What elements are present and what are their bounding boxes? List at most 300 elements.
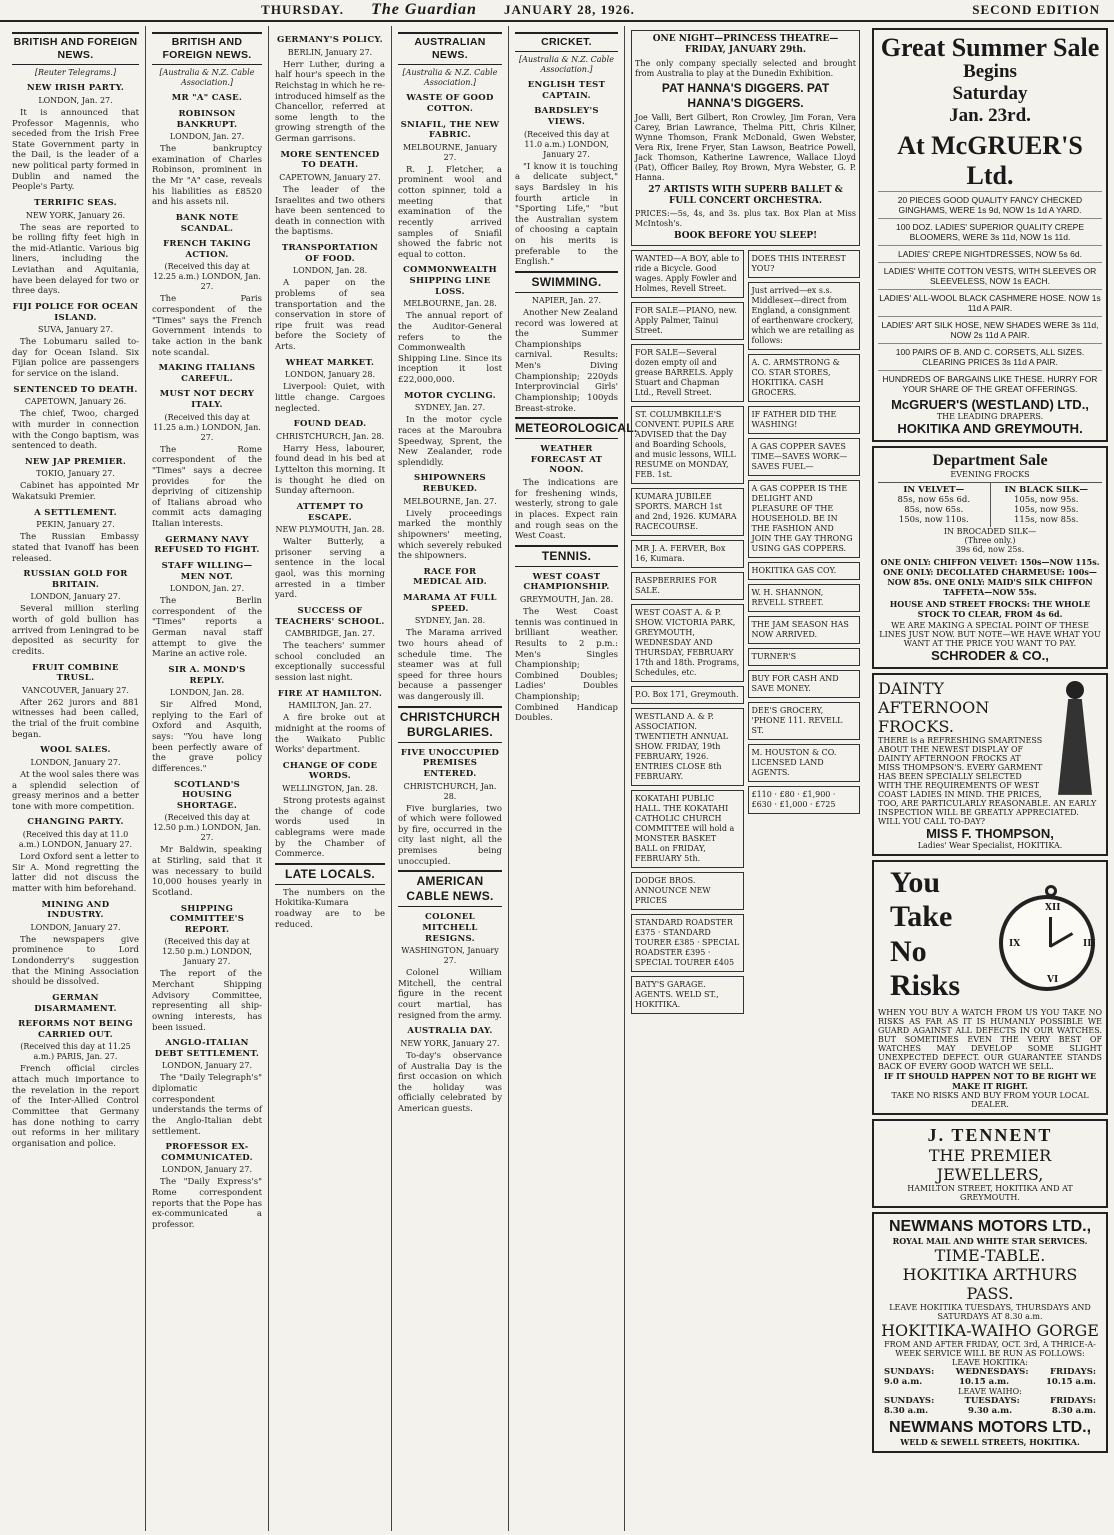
story-headline: SHIPOWNERS REBUKED. xyxy=(414,473,486,494)
story-headline: SCOTLAND'S HOUSING SHORTAGE. xyxy=(173,779,241,811)
ad-entry: DOES THIS INTEREST YOU? xyxy=(748,250,861,278)
dainty-text: THERE is a REFRESHING SMARTNESS ABOUT THE NEWEST DISPLAY OF DAINTY AFTERNOON FROCKS AT MISS THOMPSON'S. EVERY GARMENT HAS BEEN SPECIALLY SELECTED WITH THE REQUIREMENTS OF WEST COAST LADIES IN MIND. THE PRICES, TOO, ARE PARTICULARLY REASONABLE. AN EARLY INSPECTION WILL BE GREATLY APPRECIATED. xyxy=(878,735,1097,817)
story-dateline: LONDON, January 27. xyxy=(161,1165,253,1175)
motors-days-2 xyxy=(878,1396,1102,1406)
theatre-footer: BOOK BEFORE YOU SLEEP! xyxy=(673,231,818,241)
story-headline: REFORMS NOT BEING CARRIED OUT. xyxy=(18,1019,133,1040)
story-dateline: (Received this day at 12.50 p.m.) LONDON, Jan. 27. xyxy=(153,813,261,843)
story-headline: WOOL SALES. xyxy=(40,745,111,756)
department-sale-ad xyxy=(872,446,1108,669)
dept-velvet xyxy=(878,483,991,527)
ad-entry: HOKITIKA GAS COY. xyxy=(748,562,861,580)
section-source: [Australia & N.Z. Cable Association.] xyxy=(159,68,255,88)
dept-sub: EVENING FROCKS xyxy=(950,469,1030,479)
story-headline: CHANGE OF CODE WORDS. xyxy=(282,760,378,782)
dept-brocaded: IN BROCADED SILK— xyxy=(943,526,1037,536)
span-entry: 9.0 a.m. xyxy=(884,1376,923,1387)
story-dateline: GREYMOUTH, Jan. 28. xyxy=(519,595,614,604)
ad-entry: TURNER'S xyxy=(748,648,861,666)
classifieds-left xyxy=(631,250,744,1018)
ad-entry: BUY FOR CASH AND SAVE MONEY. xyxy=(748,670,861,698)
story-body: Walter Butterly, a prisoner serving a sentence in the local gaol, was this morning arrested in a timber yard. xyxy=(275,537,385,601)
story-headline: ROBINSON BANKRUPT. xyxy=(176,108,238,130)
story-headline: BANK NOTE SCANDAL. xyxy=(175,212,239,234)
ad-entry: STANDARD ROADSTER £375 · STANDARD TOURER £385 · SPECIAL ROADSTER £395 · SPECIAL TOURER £405 xyxy=(631,914,744,972)
ad-entry: KOKATAHI PUBLIC HALL. THE KOKATAHI CATHOLIC CHURCH COMMITTEE will hold a MONSTER BASKET BALL on FRIDAY, FEBRUARY 5th. xyxy=(631,790,744,868)
story-body: R. J. Fletcher, a prominent wool and cotton spinner, told a meeting that examination of the recently arrived samples of Sniafil showed the fabric not equal to cotton. xyxy=(398,164,502,260)
jewellers-name: J. TENNENT xyxy=(927,1124,1053,1145)
column-british-foreign xyxy=(6,26,146,1531)
story-headline: PROFESSOR EX-COMMUNICATED. xyxy=(161,1142,253,1163)
story-body: Strong protests against the change of code words used in cablegrams were made by the Chamber of Commerce. xyxy=(275,796,385,860)
story-headline: SIR A. MOND'S REPLY. xyxy=(168,664,246,686)
story-headline: RACE FOR MEDICAL AID. xyxy=(413,566,487,588)
ad-entry: FOR SALE—PIANO, new. Apply Palmer, Tainui Street. xyxy=(631,302,744,340)
story-headline: FOUND DEAD. xyxy=(293,419,367,430)
section-source: [Australia & N.Z. Cable Association.] xyxy=(519,55,614,75)
column-general xyxy=(269,26,392,1531)
motors-tag: ROYAL MAIL AND WHITE STAR SERVICES. xyxy=(892,1235,1088,1246)
story-headline: AMERICAN CABLE NEWS. xyxy=(398,870,502,907)
story-headline: METEOROLOGICAL. xyxy=(515,417,618,439)
theatre-cast: Joe Valli, Bert Gilbert, Ron Crowley, Jim Foran, Vera Carey, Brian Lawrance, Thelma Pitt, Chris Kilner, Wynne Thomson, Frank McDonald, Gwen Webster, Vera Rix, Irene Fryer, Stan Lawson, Beatrice Powell, Jack Thomson, Katherine Lawrence, Wallace Lloyd (Pat), Officer Bailey, Roy Brown, Myra Webster, G. P. Hanna. xyxy=(635,112,856,182)
story-body: A fire broke out at midnight at the rooms of the Waikato Public Works' department. xyxy=(275,713,385,756)
story-body: Harry Hess, labourer, found dead in his bed at Lyttelton this morning. It is thought he died on Sunday afternoon. xyxy=(275,443,385,497)
story-headline: SNIAFIL, THE NEW FABRIC. xyxy=(400,119,500,141)
story-headline: MOTOR CYCLING. xyxy=(404,390,496,401)
dainty-tag: Ladies' Wear Specialist, HOKITIKA. xyxy=(917,840,1063,850)
story-headline: FIJI POLICE FOR OCEAN ISLAND. xyxy=(12,301,139,323)
story-dateline: LONDON, Jan. 27. xyxy=(169,584,245,594)
illustration-head xyxy=(1066,681,1084,699)
dainty-title: DAINTY AFTERNOON FROCKS. xyxy=(878,678,990,736)
ad-entry: DEE'S GROCERY, 'PHONE 111. REVELL ST. xyxy=(748,702,861,740)
dept-one-only: ONE ONLY: CHIFFON VELVET: 150s—NOW 115s. ONE ONLY: DECOLLATED CHARMEUSE: 100s—NOW 85s. ONE ONLY: MAID'S SILK CHIFFON TAFFETA—NOW 55s. xyxy=(880,556,1100,597)
jewellers-tag: THE PREMIER JEWELLERS, xyxy=(928,1145,1052,1184)
sale-shop: At McGRUER'S Ltd. xyxy=(897,130,1083,190)
story-body: A paper on the problems of sea transportation and the conservation in store of ripe fruit was read before the Society of Arts. xyxy=(275,278,385,352)
dept-title: Department Sale xyxy=(932,451,1048,469)
jewellers-ad xyxy=(872,1119,1108,1208)
risk-entry: You xyxy=(890,865,941,899)
story-headline: FRUIT COMBINE TRUSL. xyxy=(32,662,119,684)
story-dateline: CHRISTCHURCH, Jan. 28. xyxy=(275,431,385,441)
story-dateline: LONDON, January 27. xyxy=(30,922,121,932)
no-risks-ad xyxy=(872,860,1108,1115)
masthead-day: THURSDAY. xyxy=(261,2,344,17)
story-headline: ENGLISH TEST CAPTAIN. xyxy=(527,80,606,101)
watch-stem xyxy=(1045,885,1057,897)
theatre-head: ONE NIGHT—PRINCESS THEATRE—FRIDAY, JANUARY 29th. xyxy=(652,34,839,56)
story-headline: GERMAN DISARMAMENT. xyxy=(34,992,117,1014)
story-headline: TERRIFIC SEAS. xyxy=(34,197,117,208)
story-headline: A SETTLEMENT. xyxy=(34,507,117,518)
risks-header xyxy=(878,866,1102,1004)
theatre-title: PAT HANNA'S DIGGERS. PAT HANNA'S DIGGERS. xyxy=(661,80,830,110)
motors-leave-waiho: LEAVE WAIHO: xyxy=(958,1386,1022,1396)
ad-entry: FOR SALE—Several dozen empty oil and grease BARRELS. Apply Stuart and Chapman Ltd., Revell Street. xyxy=(631,344,744,402)
sale-entry: LADIES' CREPE NIGHTDRESSES, NOW 5s 6d. xyxy=(878,245,1102,262)
story-body: The "Daily Telegraph's" diplomatic correspondent understands the terms of the Anglo-Italian debt settlement. xyxy=(152,1073,262,1137)
watch-numeral-6: VI xyxy=(1047,974,1059,985)
story-dateline: PEKIN, January 27. xyxy=(36,520,115,530)
span-entry: 9.30 a.m. xyxy=(967,1405,1013,1416)
motors-route2-text: FROM AND AFTER FRIDAY, OCT. 3rd, A THRICE-A-WEEK SERVICE WILL BE RUN AS FOLLOWS: xyxy=(884,1339,1096,1358)
motors-route2: HOKITIKA-WAIHO GORGE xyxy=(881,1320,1099,1340)
sale-day: Saturday xyxy=(952,83,1028,105)
story-dateline: CHRISTCHURCH, Jan. 28. xyxy=(403,781,497,801)
masthead-edition: SECOND EDITION xyxy=(972,2,1100,17)
section-heading: BRITISH AND FOREIGN NEWS. xyxy=(152,32,262,65)
story-headline: FIRE AT HAMILTON. xyxy=(277,688,383,699)
story-dateline: CAMBRIDGE, Jan. 27. xyxy=(285,629,375,639)
story-body: The Rome correspondent of the "Times" says a decree provides for the depriving of citizenship of Italians abroad who commit acts damaging Italian interests. xyxy=(152,444,262,529)
story-dateline: NEW PLYMOUTH, Jan. 28. xyxy=(275,525,385,535)
story-headline: NEW IRISH PARTY. xyxy=(26,83,125,94)
dept-silk-prices xyxy=(993,495,1101,525)
sale-entry: HUNDREDS OF BARGAINS LIKE THESE. HURRY FOR YOUR SHARE OF THE GREAT OFFERINGS. xyxy=(878,370,1102,397)
story-dateline: LONDON, Jan. 27. xyxy=(38,95,113,105)
span-entry: 10.15 a.m. xyxy=(959,1376,1010,1387)
story-headline: SUCCESS OF TEACHERS' SCHOOL. xyxy=(275,605,385,627)
story-body: At the wool sales there was a splendid selection of greasy merinos and a better tone with more competition. xyxy=(12,769,139,812)
watch-icon xyxy=(999,895,1095,991)
motors-leave-hokitika: LEAVE HOKITIKA: xyxy=(952,1357,1028,1367)
line-entry: 85s, now 65s. xyxy=(904,504,964,515)
jewellers-addr: HAMILTON STREET, HOKITIKA AND AT GREYMOUTH. xyxy=(907,1183,1073,1202)
line-entry: 105s, now 95s. xyxy=(1014,494,1079,505)
column-australian xyxy=(392,26,509,1531)
story-headline: ATTEMPT TO ESCAPE. xyxy=(296,501,364,523)
story-headline: WEST COAST CHAMPIONSHIP. xyxy=(523,571,610,593)
story-list xyxy=(515,80,638,724)
illustration-dress xyxy=(1058,699,1092,795)
story-dateline: TOKIO, January 27. xyxy=(36,469,115,479)
classified-columns xyxy=(631,250,860,1018)
story-dateline: MELBOURNE, Jan. 27. xyxy=(403,496,497,506)
story-dateline: MELBOURNE, Jan. 28. xyxy=(403,299,497,309)
story-headline: SENTENCED TO DEATH. xyxy=(13,384,138,395)
story-headline: SWIMMING. xyxy=(515,271,618,293)
section-heading: BRITISH AND FOREIGN NEWS. xyxy=(12,32,139,65)
story-dateline: LONDON, January 28. xyxy=(284,370,376,380)
ad-entry: A GAS COPPER IS THE DELIGHT AND PLEASURE OF THE HOUSEHOLD. BE IN THE FASHION AND JOIN THE GAY THRONG USING GAS COPPERS. xyxy=(748,480,861,558)
motors-footer2: WELD & SEWELL STREETS, HOKITIKA. xyxy=(900,1436,1080,1447)
dept-brocaded-price: 39s 6d, now 25s. xyxy=(955,544,1025,554)
dept-velvet-prices xyxy=(880,495,988,525)
story-list xyxy=(398,93,502,1114)
watch-numeral-12: XII xyxy=(1045,902,1061,913)
masthead-date: JANUARY 28, 1926. xyxy=(504,2,635,17)
story-body: Lively proceedings marked the monthly shipowners' meeting, which severely rebuked the shipowners. xyxy=(398,508,502,562)
story-headline: SHIPPING COMMITTEE'S REPORT. xyxy=(169,903,245,935)
story-headline: MR "A" CASE. xyxy=(171,93,243,104)
story-headline: CHANGING PARTY. xyxy=(27,817,124,828)
span-entry: WEDNESDAYS: xyxy=(955,1366,1029,1377)
story-body: The indications are for freshening winds, westerly, strong to gale in places. Expect rain and rough seas on the West Coast. xyxy=(515,478,618,542)
motors-times-1 xyxy=(878,1377,1102,1387)
ad-entry: W. H. SHANNON, REVELL STREET. xyxy=(748,584,861,612)
motors-times-2 xyxy=(878,1406,1102,1416)
risks-text: WHEN YOU BUY A WATCH FROM US YOU TAKE NO RISKS AS FAR AS IT IS HUMANLY POSSIBLE WE GUARD AGAINST ALL DEFECTS IN OUR WATCHES. BUT SOMETIMES EVEN THE VERY BEST OF WATCHES MAY DEVELOP SOME SLIGHT UNEXPECTED DEFECT. OUR GUARANTEE STANDS BACK OF EVERY GOOD WATCH WE SELL. xyxy=(878,1007,1102,1071)
story-dateline: (Received this day at 11.25 a.m.) LONDON, Jan. 27. xyxy=(153,412,261,442)
span-entry: SUNDAYS: xyxy=(884,1366,935,1377)
story-headline: ANGLO-ITALIAN DEBT SETTLEMENT. xyxy=(154,1038,260,1059)
theatre-sub: The only company specially selected and brought from Australia to play at the Dunedin Exhibition. xyxy=(635,58,856,78)
story-headline: WEATHER FORECAST AT NOON. xyxy=(530,444,603,476)
story-body: The report of the Merchant Shipping Advisory Committee, representing all ship-owning interests, has been issued. xyxy=(152,969,262,1033)
story-headline: STAFF WILLING—MEN NOT. xyxy=(161,560,253,582)
story-headline: MARAMA AT FULL SPEED. xyxy=(403,593,497,614)
watch-minute-hand xyxy=(1049,932,1073,948)
dept-silk xyxy=(991,483,1103,527)
story-dateline: VANCOUVER, January 27. xyxy=(22,685,129,695)
story-body: Sir Alfred Mond, replying to the Earl of Oxford and Asquith, says: "You have long been perfectly aware of the grave policy differences." xyxy=(152,700,262,774)
section-heading: AUSTRALIAN NEWS. xyxy=(398,32,502,65)
span-entry: 10.15 a.m. xyxy=(1045,1376,1096,1387)
news-columns xyxy=(6,26,866,1531)
ad-entry: IF FATHER DID THE WASHING! xyxy=(748,406,861,434)
ad-entry: P.O. Box 171, Greymouth. xyxy=(631,686,744,704)
story-headline: TRANSPORTATION OF FOOD. xyxy=(281,243,379,264)
story-dateline: (Received this day at 12.50 p.m.) LONDON, January 27. xyxy=(162,937,252,967)
sale-tag: THE LEADING DRAPERS. xyxy=(936,411,1044,421)
column-advertisements xyxy=(625,26,866,1531)
story-headline: MUST NOT DECRY ITALY. xyxy=(159,389,255,410)
span-entry: SUNDAYS: xyxy=(884,1395,935,1406)
woman-illustration xyxy=(1048,679,1102,799)
risk-entry: Take xyxy=(890,900,953,934)
ad-entry: MR J. A. FERVER, Box 16, Kumara. xyxy=(631,540,744,568)
story-list xyxy=(152,93,262,1230)
story-dateline: HAMILTON, Jan. 27. xyxy=(288,701,372,711)
ad-entry: Just arrived—ex s.s. Middlesex—direct from England, a consignment of earthenware crockery, which we are retailing as follows: xyxy=(748,282,861,350)
story-dateline: (Received this day at 11.0 a.m.) LONDON, January 27. xyxy=(523,129,610,159)
dept-house: HOUSE AND STREET FROCKS: THE WHOLE STOCK TO CLEAR, FROM 4s 6d. xyxy=(889,598,1091,619)
story-body: The Marama arrived two hours ahead of schedule time. The steamer was at full speed for three hours because a passenger was dangerously ill. xyxy=(398,628,502,702)
story-body: The chief, Twoo, charged with murder in connection with the Congo baptism, was sentenced to death. xyxy=(12,409,139,452)
motors-timetable: TIME-TABLE. xyxy=(934,1245,1046,1265)
theatre-ad xyxy=(631,30,860,246)
line-entry: 150s, now 110s. xyxy=(898,514,969,525)
story-dateline: CAPETOWN, January 27. xyxy=(279,172,381,182)
story-dateline: NEW YORK, January 26. xyxy=(25,210,126,220)
story-dateline: LONDON, Jan. 27. xyxy=(169,132,245,142)
dept-special: WE ARE MAKING A SPECIAL POINT OF THESE LINES JUST NOW. BUT NOTE—WE HAVE WHAT YOU WANT AT THE PRICE YOU WANT TO PAY. xyxy=(879,620,1101,648)
story-headline: COLONEL MITCHELL RESIGNS. xyxy=(422,912,478,944)
story-body: Five burglaries, two of which were followed by fire, occurred in the city last night, all the premises being unoccupied. xyxy=(398,803,502,867)
span-entry: 8.30 a.m. xyxy=(1051,1405,1096,1416)
story-body: The leader of the Israelites and two others have been sentenced to death in connection with the baptisms. xyxy=(275,184,385,238)
story-body: The Lobumaru sailed to-day for Ocean Island. Six Fijian police are passengers for service on the island. xyxy=(12,337,139,379)
story-headline: MAKING ITALIANS CAREFUL. xyxy=(158,363,256,384)
line-entry: 115s, now 85s. xyxy=(1014,514,1079,525)
story-body: The West Coast tennis was continued in brilliant weather. Results to 2 p.m.: Men's Singles Championship; Combined Doubles; Ladies' Doubles Championship; Combined Handicap Doubles. xyxy=(515,607,618,724)
story-headline: FRENCH TAKING ACTION. xyxy=(163,239,251,260)
story-body: The Berlin correspondent of the "Times" reports a German naval staff attempt to give the Marine an active role. xyxy=(152,596,262,660)
story-body: After 262 jurors and 881 witnesses had been called, the trial of the fruit combine began. xyxy=(12,697,139,740)
story-headline: TENNIS. xyxy=(515,545,618,567)
story-body: The "Daily Express's" Rome correspondent reports that the Pope has ex-communicated a professor. xyxy=(152,1177,262,1230)
story-headline: FIVE UNOCCUPIED PREMISES ENTERED. xyxy=(400,747,500,779)
ad-entry: RASPBERRIES FOR SALE. xyxy=(631,572,744,600)
story-body: The seas are reported to be rolling fifty feet high in the mid-Atlantic. Various big liners, including the Leviathan and Aquitania, have been delayed for two or three days. xyxy=(12,222,139,297)
sale-entry: 100 DOZ. LADIES' SUPERIOR QUALITY CREPE BLOOMERS, WERE 3s 11d, NOW 1s 11d. xyxy=(878,218,1102,245)
ad-entry: A GAS COPPER SAVES TIME—SAVES WORK—SAVES FUEL— xyxy=(748,438,861,476)
story-body: French official circles attach much importance to the revelation in the report of the Inter-Allied Control Committee that Germany has done nothing to carry out reforms in her military organisation and police. xyxy=(12,1064,139,1149)
motors-footer: NEWMANS MOTORS LTD., xyxy=(888,1418,1092,1436)
line-entry: 105s, now 95s. xyxy=(1014,504,1079,515)
story-list xyxy=(12,83,139,1149)
story-headline: LATE LOCALS. xyxy=(275,863,385,885)
story-body: Lord Oxford sent a letter to Sir A. Mond regretting the latter did not discuss the matter with him beforehand. xyxy=(12,852,139,894)
story-dateline: LONDON, January 27. xyxy=(30,757,121,767)
story-body: "I know it is touching a delicate subject," says Bardsley in his fourth article in "Sporting Life," "but the Australian system of choosing a captain on his merits is preferable to the English." xyxy=(515,161,618,268)
theatre-prices: PRICES:—5s, 4s, and 3s. plus tax. Box Plan at Miss McIntosh's. xyxy=(635,209,856,228)
sale-items xyxy=(878,191,1102,397)
story-body: Another New Zealand record was lowered at the Summer Championships carnival. Results: Men's Diving Championship; 220yds Interprovincial Girls' Championship; 100yds Breast-stroke. xyxy=(515,307,618,414)
section-source: [Reuter Telegrams.] xyxy=(34,68,117,78)
story-dateline: WASHINGTON, January 27. xyxy=(401,946,499,966)
story-headline: NEW JAP PREMIER. xyxy=(24,456,127,467)
story-dateline: BERLIN, January 27. xyxy=(287,47,373,57)
ad-entry: WEST COAST A. & P. SHOW. VICTORIA PARK, GREYMOUTH, WEDNESDAY AND THURSDAY, FEBRUARY 17th and 18th. Programs, Schedules, etc. xyxy=(631,604,744,682)
watch-numeral-9: IX xyxy=(1009,938,1021,949)
story-body: Herr Luther, during a half hour's speech in the Reichstag in which he re-introduced himself as the Chancellor, referred at some length to the growing strength of the German garrisons. xyxy=(275,59,385,144)
story-headline: MORE SENTENCED TO DEATH. xyxy=(280,149,380,171)
ad-entry: DODGE BROS. ANNOUNCE NEW PRICES xyxy=(631,872,744,910)
watch-illustration xyxy=(992,879,1102,991)
column-british-foreign-2 xyxy=(146,26,269,1531)
story-dateline: LONDON, Jan. 28. xyxy=(169,688,245,698)
motors-route1-text: LEAVE HOKITIKA TUESDAYS, THURSDAYS AND SATURDAYS AT 8.30 a.m. xyxy=(889,1302,1091,1321)
story-body: The annual report of the Auditor-General refers to the Commonwealth Shipping Line. Since its inception it lost £22,000,000. xyxy=(398,311,502,385)
dainty-call: WILL YOU CALL TO-DAY? xyxy=(878,816,986,826)
story-dateline: NAPIER, Jan. 27. xyxy=(531,295,602,305)
story-body: In the motor cycle races at the Maroubra Speedway, Sprent, the New Zealander, rode splendidly. xyxy=(398,415,502,468)
risk-entry: No xyxy=(890,934,927,968)
story-headline: WASTE OF GOOD COTTON. xyxy=(406,93,494,114)
story-dateline: (Received this day at 11.0 a.m.) LONDON, January 27. xyxy=(18,830,133,849)
ad-entry: KUMARA JUBILEE SPORTS. MARCH 1st and 2nd, 1926. KUMARA RACECOURSE. xyxy=(631,488,744,536)
masthead-title: The Guardian xyxy=(371,1,477,18)
sale-entry: LADIES' ART SILK HOSE, NEW SHADES WERE 3s 11d, NOW 2s 11d A PAIR. xyxy=(878,316,1102,343)
ad-entry: £110 · £80 · £1,900 · £630 · £1,000 · £725 xyxy=(748,786,861,814)
section-heading: CRICKET. xyxy=(515,32,618,52)
story-body: It is announced that Professor Magennis, who seceded from the Irish Free State Government party in the Dail, is the leader of a new political party formed in Dublin and named the People's Party. xyxy=(12,107,139,193)
motors-name: NEWMANS MOTORS LTD., xyxy=(888,1217,1092,1235)
story-body: Several million sterling worth of gold bullion has arrived from Leningrad to be deposited as security for credits. xyxy=(12,604,139,657)
sale-entry: 100 PAIRS OF B. AND C. CORSETS, ALL SIZES. CLEARING PRICES 3s 11d A PAIR. xyxy=(878,343,1102,370)
span-entry: FRIDAYS: xyxy=(1050,1395,1096,1406)
sale-date: Jan. 23rd. xyxy=(949,104,1031,126)
story-body: The newspapers give prominence to Lord Londonderry's suggestion that the Mining Association should be dissolved. xyxy=(12,934,139,988)
risks-dealer: TAKE NO RISKS AND BUY FROM YOUR LOCAL DEALER. xyxy=(891,1090,1089,1109)
dept-price-grid xyxy=(878,482,1102,527)
story-dateline: NEW YORK, January 27. xyxy=(400,1038,500,1048)
story-body: Liverpool: Quiet, with little change. Cargoes neglected. xyxy=(275,382,385,414)
column-cricket xyxy=(509,26,638,1531)
dept-firm: SCHRODER & CO., xyxy=(931,647,1049,663)
story-dateline: LONDON, Jan. 28. xyxy=(292,266,368,276)
sale-begins: Begins xyxy=(963,61,1017,83)
masthead xyxy=(0,0,1114,22)
story-dateline: (Received this day at 12.25 a.m.) LONDON, Jan. 27. xyxy=(153,262,261,292)
span-entry: 8.30 a.m. xyxy=(884,1405,929,1416)
sale-towns: HOKITIKA AND GREYMOUTH. xyxy=(897,420,1083,436)
sale-entry: LADIES' ALL-WOOL BLACK CASHMERE HOSE. NOW 1s 11d A PAIR. xyxy=(878,289,1102,316)
story-body: The teachers' summer school concluded an exceptionally successful session last night. xyxy=(275,641,385,683)
story-headline: BARDSLEY'S VIEWS. xyxy=(534,106,599,127)
story-dateline: (Received this day at 11.25 a.m.) PARIS, Jan. 27. xyxy=(20,1042,131,1062)
story-headline: CHRISTCHURCH BURGLARIES. xyxy=(398,706,502,743)
story-headline: GERMANY'S POLICY. xyxy=(277,35,383,45)
story-headline: WHEAT MARKET. xyxy=(285,357,375,368)
story-headline: RUSSIAN GOLD FOR BRITAIN. xyxy=(23,569,128,590)
story-dateline: LONDON, January 27. xyxy=(161,1061,253,1071)
story-dateline: SUVA, January 27. xyxy=(38,325,113,335)
theatre-artists: 27 ARTISTS WITH SUPERB BALLET & FULL CONCERT ORCHESTRA. xyxy=(648,184,843,206)
story-dateline: CAPETOWN, January 26. xyxy=(24,397,127,407)
line-entry: 85s, now 65s 6d. xyxy=(897,494,971,505)
story-dateline: SYDNEY, Jan. 27. xyxy=(414,403,486,413)
ad-entry: ST. COLUMBKILLE'S CONVENT. PUPILS ARE ADVISED that the Day and Boarding Schools, and music lessons, WILL RESUME on MONDAY, FEB. 1st. xyxy=(631,406,744,484)
span-entry: TUESDAYS: xyxy=(964,1395,1020,1406)
ad-entry: M. HOUSTON & CO. LICENSED LAND AGENTS. xyxy=(748,744,861,782)
story-list xyxy=(275,35,385,930)
story-body: Colonel William Mitchell, the central figure in the recent court martial, has resigned from the army. xyxy=(398,968,502,1021)
story-body: The Paris correspondent of the "Times" says the French Government intends to take action in the bank note scandal. xyxy=(152,294,262,358)
ad-entry: WANTED—A BOY, able to ride a Bicycle. Good wages. Apply Fowler and Holmes, Revell Street. xyxy=(631,250,744,298)
span-entry: FRIDAYS: xyxy=(1050,1366,1096,1377)
sale-entry: LADIES' WHITE COTTON VESTS, WITH SLEEVES OR SLEEVELESS, NOW 1s EACH. xyxy=(878,262,1102,289)
watch-numeral-3: III xyxy=(1083,938,1096,949)
story-headline: COMMONWEALTH SHIPPING LINE LOSS. xyxy=(402,265,498,297)
ad-entry: THE JAM SEASON HAS NOW ARRIVED. xyxy=(748,616,861,644)
story-body: The Russian Embassy stated that Ivanoff has been released. xyxy=(12,532,139,564)
dept-brocaded-note: (Three only.) xyxy=(964,535,1016,545)
story-body: The numbers on the Hokitika-Kumara roadway are to be reduced. xyxy=(275,887,385,930)
story-dateline: MELBOURNE, January 27. xyxy=(402,142,497,162)
summer-sale-ad xyxy=(872,28,1108,442)
risks-words xyxy=(878,866,992,1004)
newmans-motors-ad xyxy=(872,1212,1108,1453)
story-headline: MINING AND INDUSTRY. xyxy=(41,899,110,921)
dept-silk-label: IN BLACK SILK— xyxy=(1004,484,1089,495)
sale-firm: McGRUER'S (WESTLAND) LTD., xyxy=(891,396,1089,412)
dainty-firm: MISS F. THOMPSON, xyxy=(926,825,1054,841)
risks-guarantee: IF IT SHOULD HAPPEN NOT TO BE RIGHT WE MAKE IT RIGHT. xyxy=(883,1070,1097,1091)
section-source: [Australia & N.Z. Cable Association.] xyxy=(402,68,498,88)
ad-entry: BATY'S GARAGE. AGENTS. WELD ST., HOKITIKA. xyxy=(631,976,744,1014)
story-body: Mr Baldwin, speaking at Stirling, said that it was necessary to build 10,000 houses yearly in Scotland. xyxy=(152,845,262,898)
dainty-frocks-ad xyxy=(872,673,1108,856)
ad-entry: A. C. ARMSTRONG & CO. STAR STORES, HOKITIKA. CASH GROCERS. xyxy=(748,354,861,402)
dept-velvet-label: IN VELVET— xyxy=(903,484,965,495)
story-dateline: LONDON, January 27. xyxy=(30,592,121,602)
story-dateline: WELLINGTON, Jan. 28. xyxy=(282,784,378,793)
right-column-ads xyxy=(870,26,1110,1531)
risk-entry: Risks xyxy=(890,969,961,1003)
story-dateline: SYDNEY, Jan. 28. xyxy=(414,616,486,626)
sale-entry: 20 PIECES GOOD QUALITY FANCY CHECKED GINGHAMS, WERE 1s 9d, NOW 1s 1d A YARD. xyxy=(878,191,1102,218)
ad-entry: WESTLAND A. & P. ASSOCIATION. TWENTIETH ANNUAL SHOW. FRIDAY, 19th FEBRUARY, 1926. ENTRIES CLOSE 8th FEBRUARY. xyxy=(631,708,744,786)
story-body: To-day's observance of Australia Day is the first occasion on which the holiday was officially celebrated by American guests. xyxy=(398,1050,502,1114)
classifieds-right xyxy=(748,250,861,1018)
story-headline: GERMANY NAVY REFUSED TO FIGHT. xyxy=(154,534,260,556)
sale-title: Great Summer Sale xyxy=(880,33,1100,62)
story-headline: AUSTRALIA DAY. xyxy=(407,1026,493,1037)
